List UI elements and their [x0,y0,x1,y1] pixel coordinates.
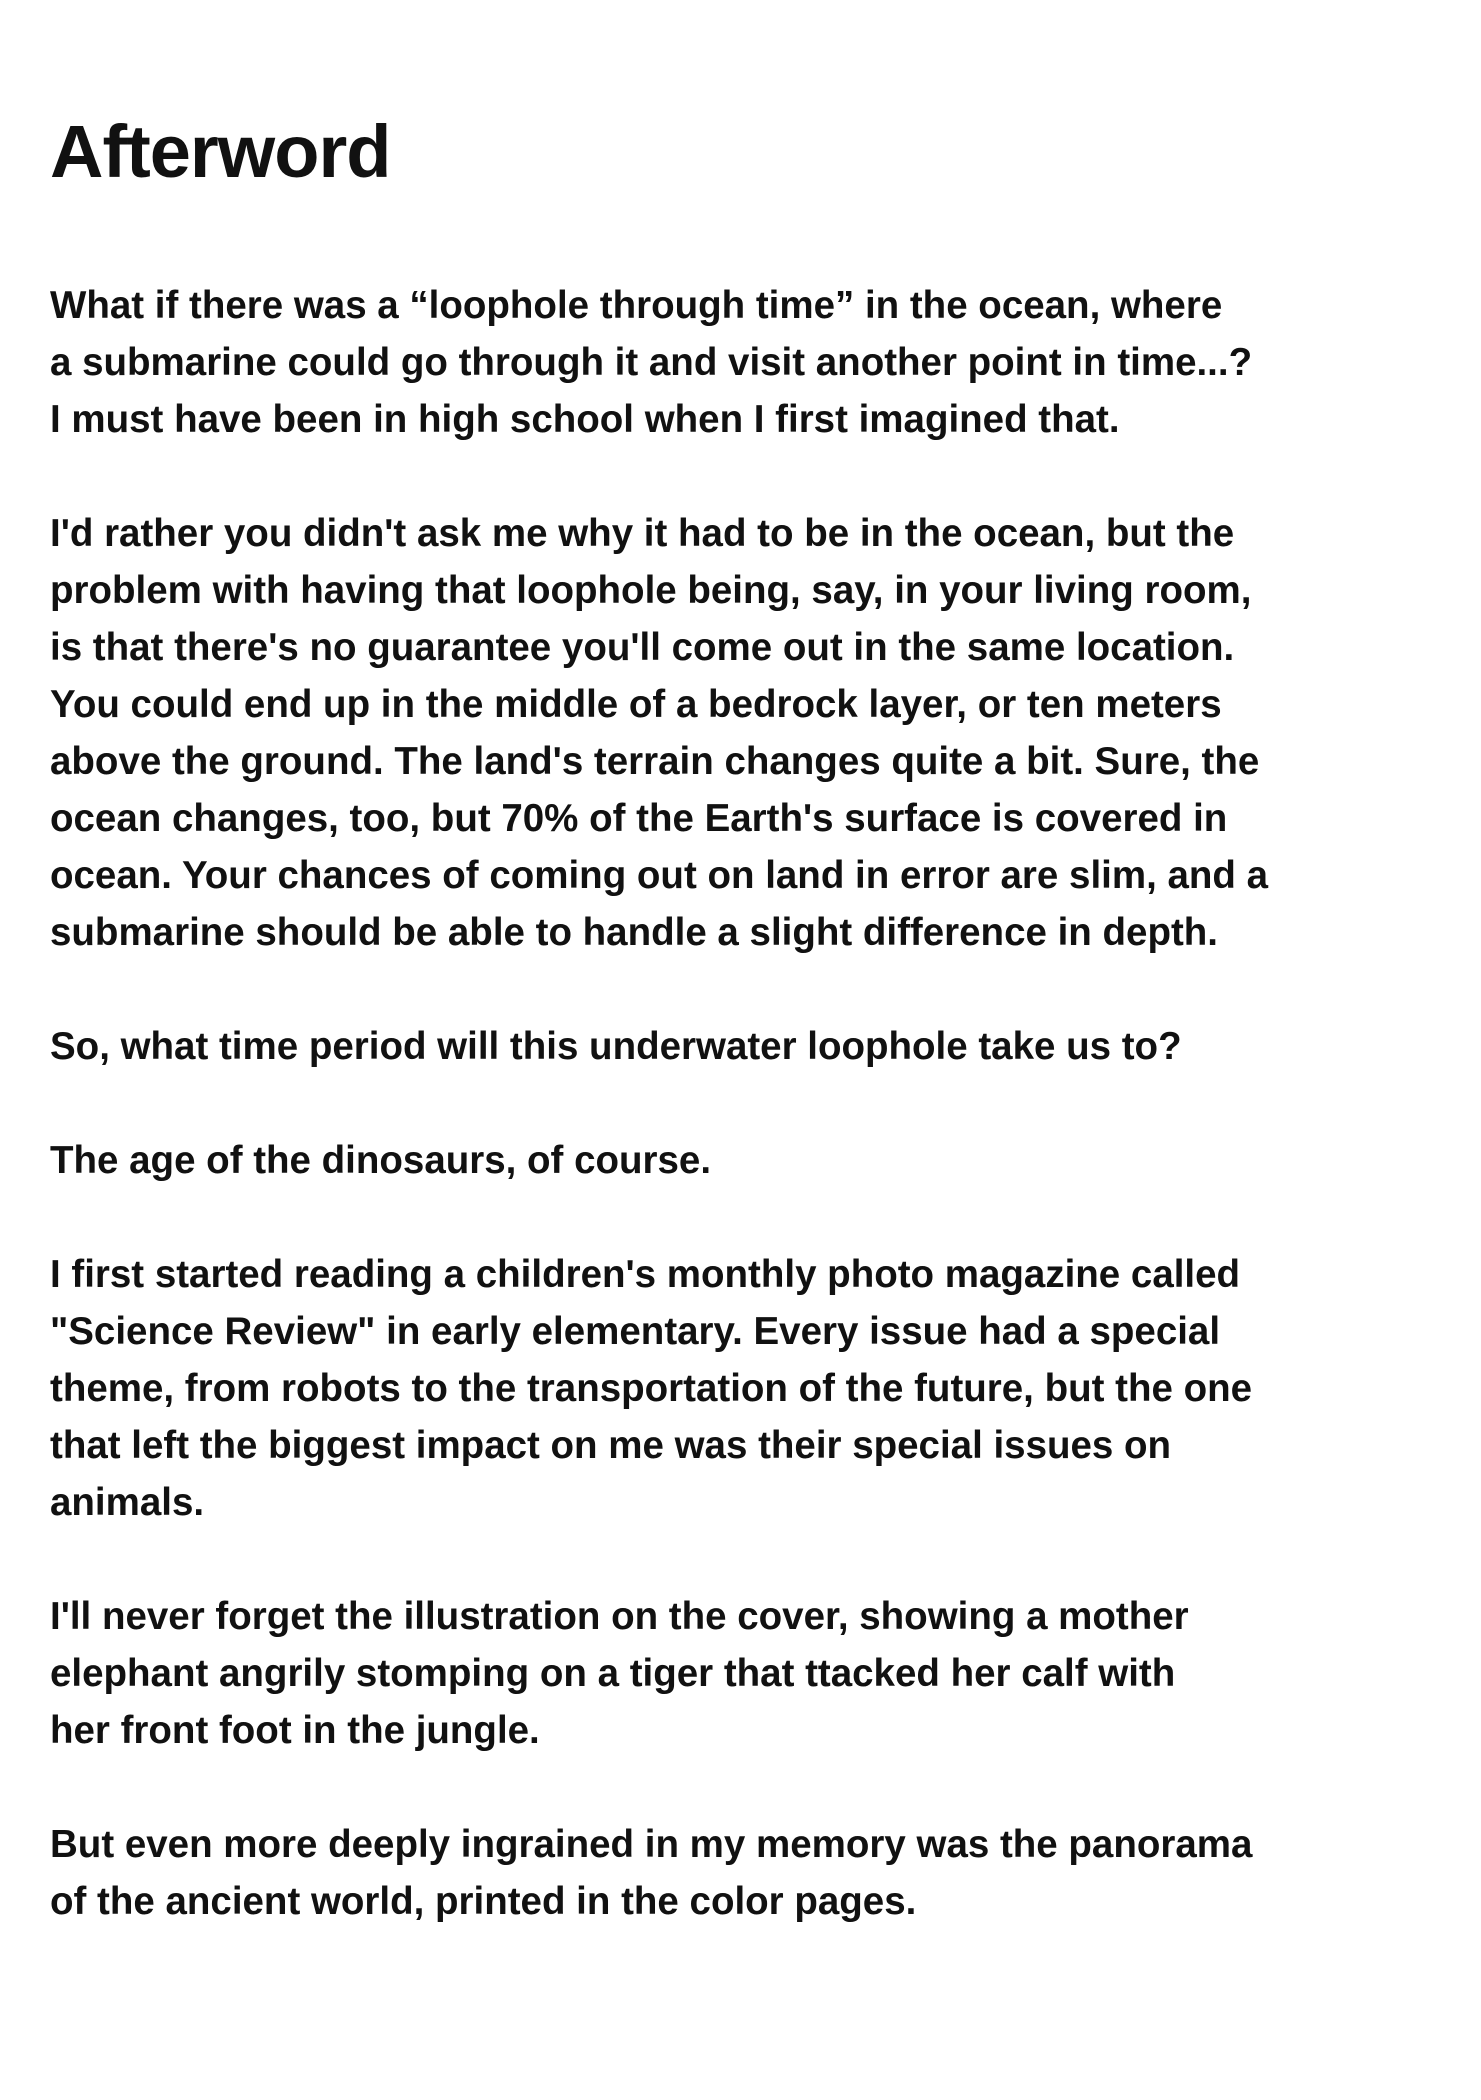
paragraph-7 [50,1816,1450,1930]
text-line: above the ground. The land's terrain changes quite a bit. Sure, the [50,740,1260,783]
text-line: is that there's no guarantee you'll come out in the same location. [50,626,1235,669]
text-line: submarine should be able to handle a slight difference in depth. [50,911,1218,954]
paragraph-6 [50,1588,1450,1759]
text-line: I first started reading a children's monthly photo magazine called [50,1253,1241,1296]
text-line: of the ancient world, printed in the color pages. [50,1880,917,1923]
paragraph-4 [50,1132,1450,1189]
text-line: elephant angrily stomping on a tiger that ttacked her calf with [50,1652,1176,1695]
text-line: I must have been in high school when I first imagined that. [50,398,1120,441]
afterword-body [50,277,1450,1987]
text-line: a submarine could go through it and visit another point in time...? [50,341,1253,384]
text-line: animals. [50,1481,205,1524]
text-line: You could end up in the middle of a bedrock layer, or ten meters [50,683,1222,726]
text-line: I'd rather you didn't ask me why it had to be in the ocean, but the [50,512,1235,555]
text-line: theme, from robots to the transportation of the future, but the one [50,1367,1253,1410]
paragraph-3 [50,1018,1450,1075]
text-line: I'll never forget the illustration on the cover, showing a mother [50,1595,1189,1638]
paragraph-1 [50,277,1450,448]
text-line: ocean changes, too, but 70% of the Earth's surface is covered in [50,797,1228,840]
text-line: The age of the dinosaurs, of course. [50,1139,712,1182]
paragraph-2 [50,505,1450,961]
page-title: Afterword [50,110,391,193]
text-line: her front foot in the jungle. [50,1709,540,1752]
text-line: What if there was a “loophole through time” in the ocean, where [50,284,1223,327]
paragraph-5 [50,1246,1450,1531]
text-line: that left the biggest impact on me was their special issues on [50,1424,1172,1467]
text-line: But even more deeply ingrained in my memory was the panorama [50,1823,1253,1866]
text-line: problem with having that loophole being, say, in your living room, [50,569,1252,612]
text-line: "Science Review" in early elementary. Every issue had a special [50,1310,1221,1353]
text-line: So, what time period will this underwater loophole take us to? [50,1025,1182,1068]
text-line: ocean. Your chances of coming out on land in error are slim, and a [50,854,1269,897]
